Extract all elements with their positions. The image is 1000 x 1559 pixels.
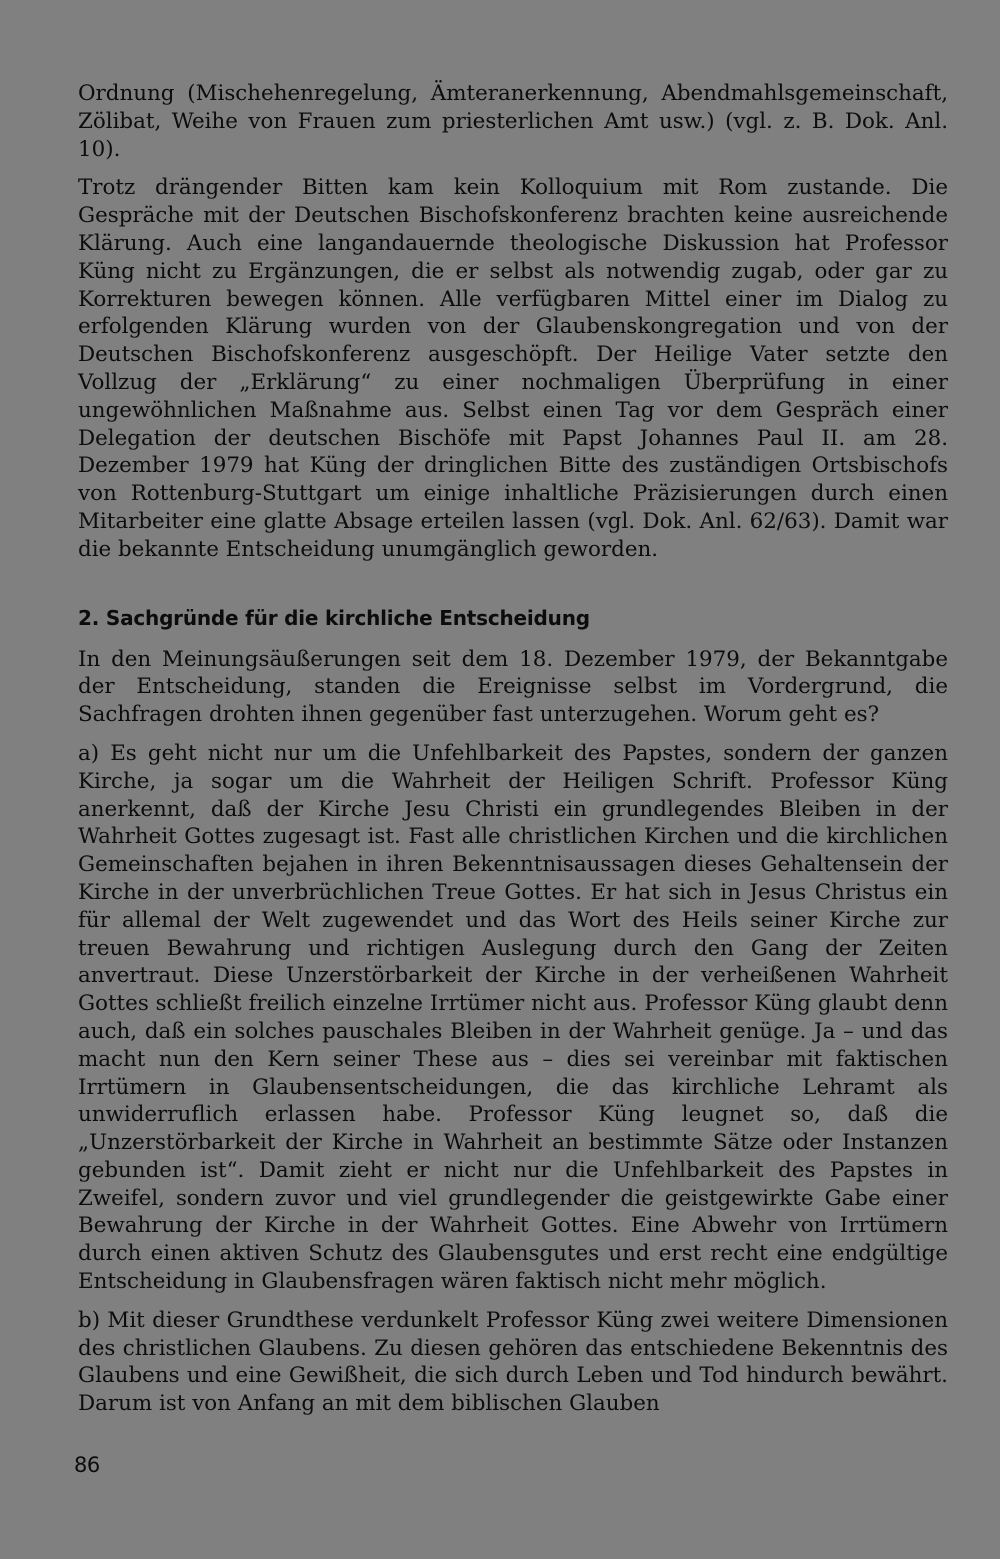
body-text (78, 80, 948, 1418)
page-number: 86 (74, 1453, 100, 1477)
paragraph-continued: Ordnung (Mischehenregelung, Ämteranerkennung, Abendmahlsgemeinschaft, Zölibat, Weihe von Frauen zum priesterlichen Amt usw.) (vgl. z. B. Dok. Anl. 10). (78, 81, 948, 162)
section-heading: 2. Sachgründe für die kirchliche Entscheidung (78, 605, 590, 630)
paragraph-intro: In den Meinungsäußerungen seit dem 18. Dezember 1979, der Bekanntgabe der Entscheidung, standen die Ereignisse selbst im Vordergrund, die Sachfragen drohten ihnen gegenüber fast unterzugehen. Worum geht es? (78, 646, 948, 728)
paragraph-a: a) Es geht nicht nur um die Unfehlbarkeit des Papstes, sondern der ganzen Kirche, ja sogar um die Wahrheit der Heiligen Schrift. Professor Küng anerkennt, daß der Kirche Jesu Christi ein grundlegendes Bleiben in der Wahrheit Gottes zugesagt ist. Fast alle christlichen Kirchen und die kirchlichen Gemeinschaften bejahen in ihren Bekenntnisaussagen dieses Gehaltensein der Kirche in der unverbrüchlichen Treue Gottes. Er hat sich in Jesus Christus ein für allemal der Welt zugewendet und das Wort des Heils seiner Kirche zur treuen Bewahrung und richtigen Auslegung durch den Gang der Zeiten anvertraut. Diese Unzerstörbarkeit der Kirche in der verheißenen Wahrheit Gottes schließt freilich einzelne Irrtümer nicht aus. Professor Küng glaubt denn auch, daß ein solches pauschales Bleiben in der Wahrheit genüge. Ja – und das macht nun den Kern seiner These aus – dies sei vereinbar mit faktischen Irrtümern in Glaubensentscheidungen, die das kirchliche Lehramt als unwiderruflich erlassen habe. Professor Küng leugnet so, daß die „Unzerstörbarkeit der Kirche in Wahrheit an bestimmte Sätze oder Instanzen gebunden ist“. Damit zieht er nicht nur die Unfehlbarkeit des Papstes in Zweifel, sondern zuvor und viel grundlegender die geistgewirkte Gabe einer Bewahrung der Kirche in der Wahrheit Gottes. Eine Abwehr von Irrtümern durch einen aktiven Schutz des Glaubensgutes und erst recht eine endgültige Entscheidung in Glaubensfragen wären faktisch nicht mehr möglich. (78, 740, 948, 1295)
paragraph-kolloquium: Trotz drängender Bitten kam kein Kolloquium mit Rom zustande. Die Gespräche mit der Deutschen Bischofskonferenz brachten keine ausreichende Klärung. Auch eine langandauernde theologische Diskussion hat Professor Küng nicht zu Ergänzungen, die er selbst als notwendig zugab, oder gar zu Korrekturen bewegen können. Alle verfügbaren Mittel einer im Dialog zu erfolgenden Klärung wurden von der Glaubenskongregation und von der Deutschen Bischofskonferenz ausgeschöpft. Der Heilige Vater setzte den Vollzug der „Erklärung“ zu einer nochmaligen Überprüfung in einer ungewöhnlichen Maßnahme aus. Selbst einen Tag vor dem Gespräch einer Delegation der deutschen Bischöfe mit Papst Johannes Paul II. am 28. Dezember 1979 hat Küng der dringlichen Bitte des zuständigen Ortsbischofs von Rottenburg-Stuttgart um einige inhaltliche Präzisierungen durch einen Mitarbeiter eine glatte Absage erteilen lassen (vgl. Dok. Anl. 62/63). Damit war die bekannte Entscheidung unumgänglich geworden. (78, 175, 948, 562)
paragraph-b: b) Mit dieser Grundthese verdunkelt Professor Küng zwei weitere Dimensionen des christlichen Glaubens. Zu diesen gehören das entschiedene Bekenntnis des Glaubens und eine Gewißheit, die sich durch Leben und Tod hindurch bewährt. Darum ist von Anfang an mit dem biblischen Glauben (78, 1307, 948, 1417)
